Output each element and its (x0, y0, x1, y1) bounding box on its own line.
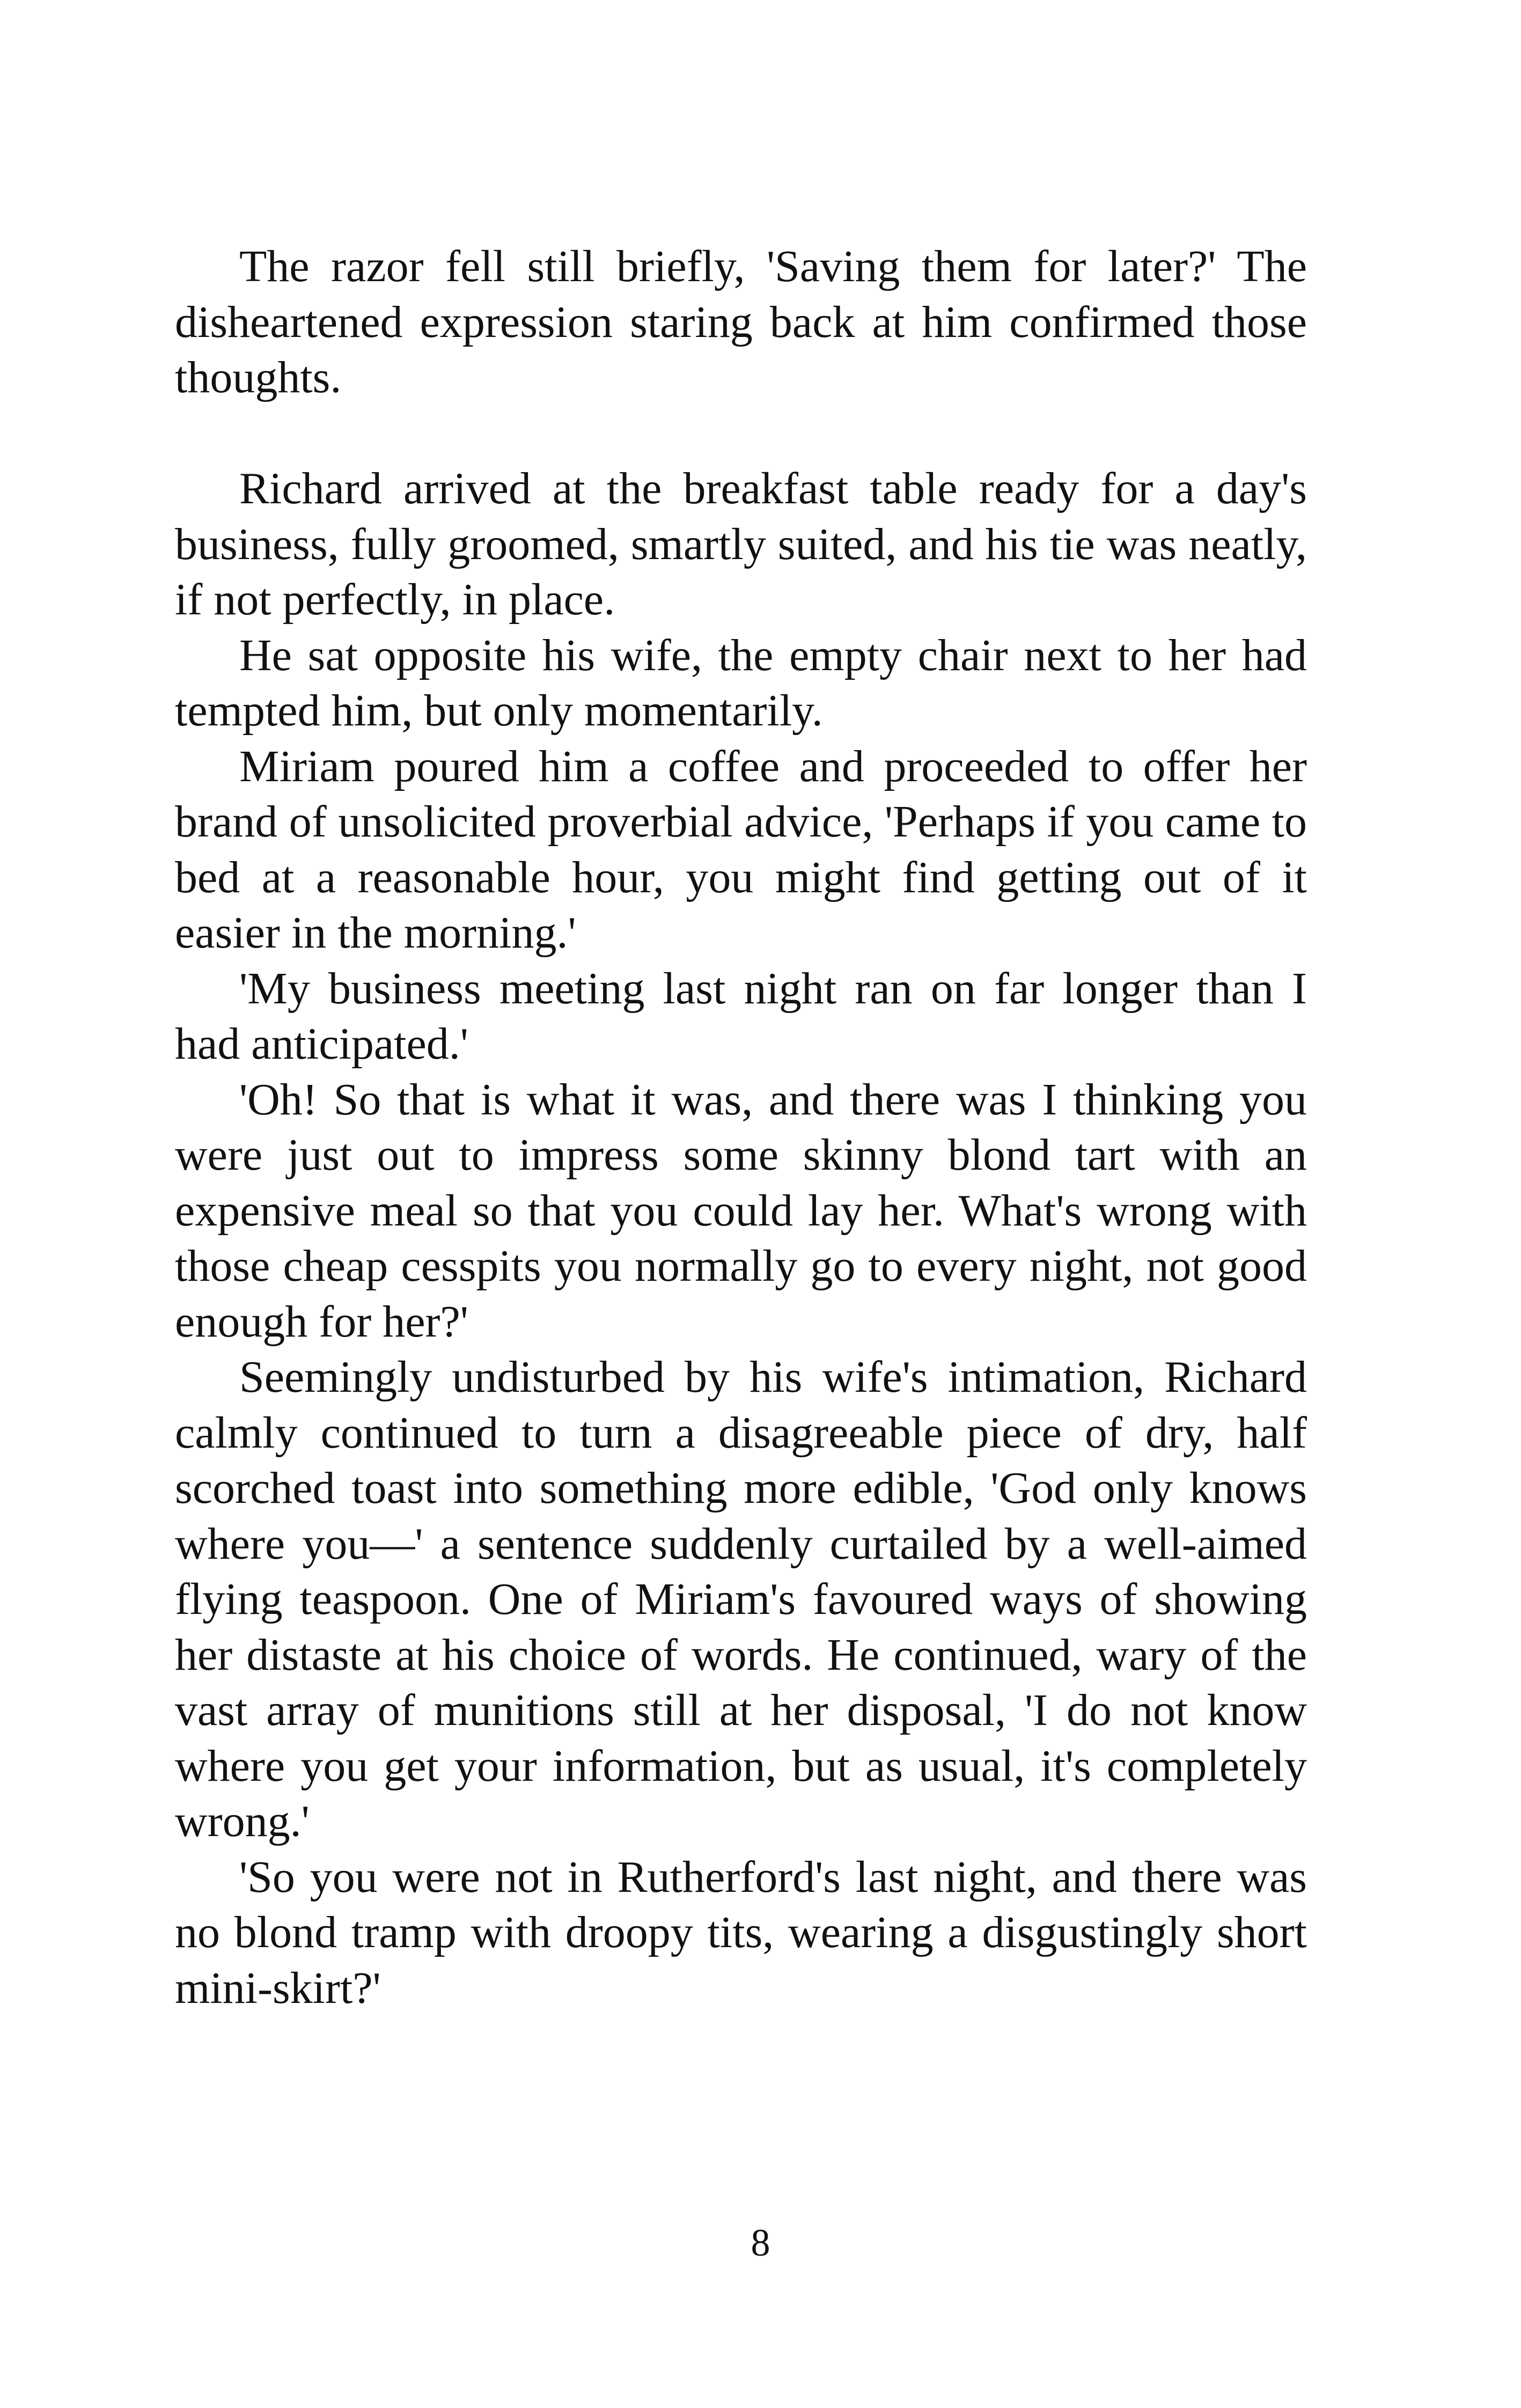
paragraph-5: 'My business meeting last night ran on far longer than I had anticipated.' (175, 963, 1307, 1069)
paragraph-3: He sat opposite his wife, the empty chair next to her had tempted him, but only momentarily. (175, 630, 1307, 736)
paragraph-6: 'Oh! So that is what it was, and there was I thinking you were just out to impress some skinny blond tart with an expensive meal so that you could lay her. What's wrong with those cheap cesspits you normally go to every night, not good enough for her?' (175, 1074, 1307, 1347)
paragraph-1: The razor fell still briefly, 'Saving them for later?' The disheartened expression staring back at him confirmed those thoughts. (175, 241, 1307, 402)
paragraph-8: 'So you were not in Rutherford's last night, and there was no blond tramp with droopy tits, wearing a disgustingly short mini-skirt?' (175, 1852, 1307, 2013)
paragraph-4: Miriam poured him a coffee and proceeded to offer her brand of unsolicited proverbial advice, 'Perhaps if you came to bed at a reasonable hour, you might find getting out of it easier in the morning.' (175, 741, 1307, 958)
page-number: 8 (751, 2221, 770, 2264)
paragraph-2: Richard arrived at the breakfast table ready for a day's business, fully groomed, smartly suited, and his tie was neatly, if not perfectly, in place. (175, 464, 1307, 625)
body-text (175, 239, 1307, 2016)
paragraph-7: Seemingly undisturbed by his wife's intimation, Richard calmly continued to turn a disagreeable piece of dry, half scorched toast into something more edible, 'God only knows where you—' a sentence suddenly curtailed by a well-aimed flying teaspoon. One of Miriam's favoured ways of showing her distaste at his choice of words. He continued, wary of the vast array of munitions still at her disposal, 'I do not know where you get your information, but as usual, it's completely wrong.' (175, 1352, 1307, 1846)
